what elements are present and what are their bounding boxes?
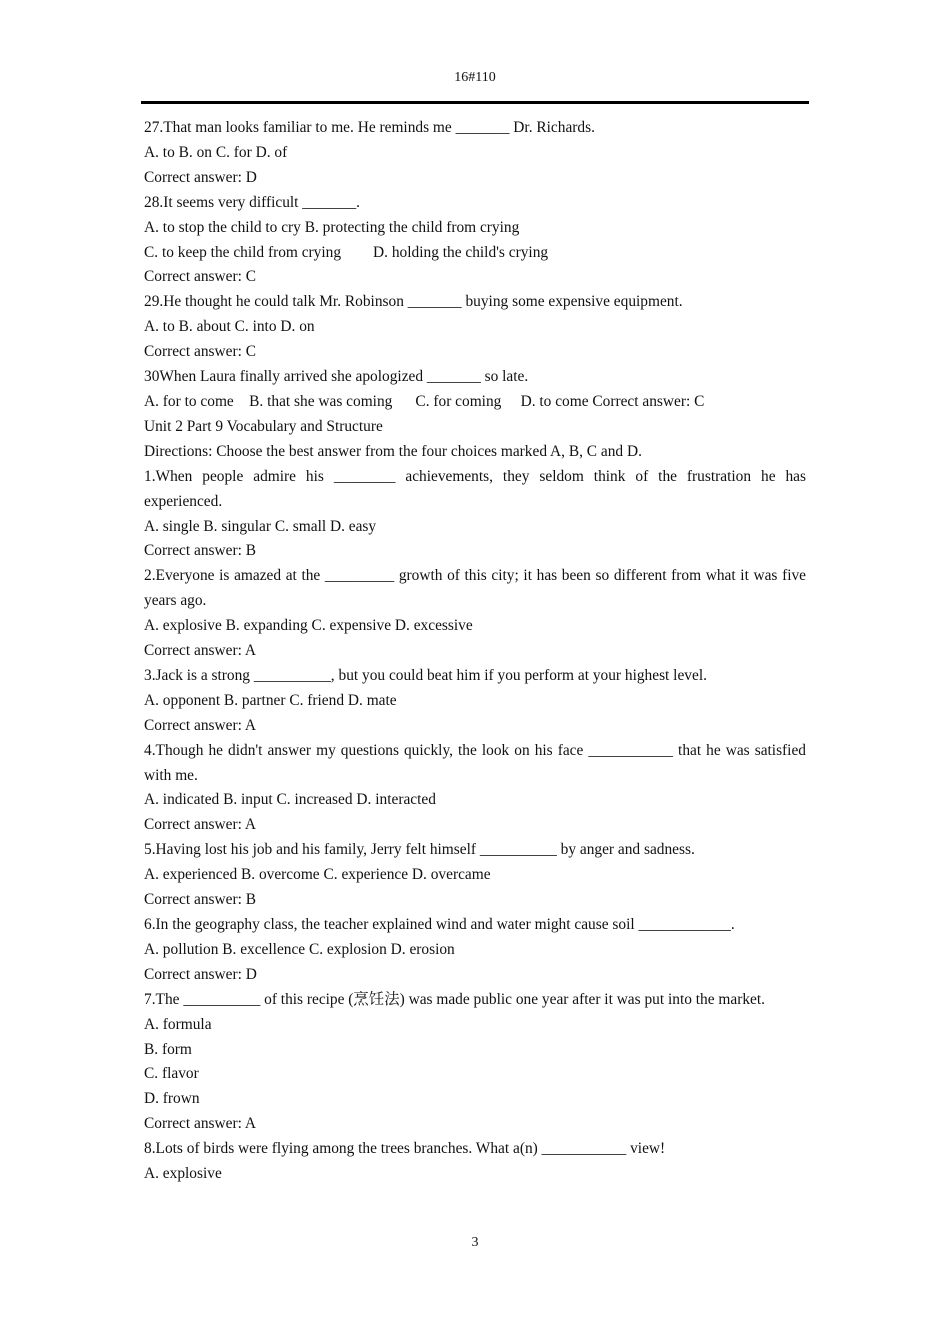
question-28-option-d: D. holding the child's crying	[373, 243, 549, 261]
question-27: 27.That man looks familiar to me. He reminds me _______ Dr. Richards.	[144, 119, 595, 136]
question-5-options: A. experienced B. overcome C. experience D. overcame	[144, 866, 491, 884]
question-7: 7.The __________ of this recipe (烹饪法) was made public one year after it was put into the market.	[144, 990, 766, 1008]
section-directions: Directions: Choose the best answer from the four choices marked A, B, C and D.	[144, 442, 642, 460]
question-3: 3.Jack is a strong __________, but you could beat him if you perform at your highest level.	[144, 666, 707, 684]
document-body	[144, 116, 806, 1187]
question-7-option-b: B. form	[144, 1040, 192, 1058]
question-29: 29.He thought he could talk Mr. Robinson _______ buying some expensive equipment.	[144, 293, 683, 311]
header-rule	[141, 101, 809, 104]
question-4-answer: Correct answer: A	[144, 816, 256, 834]
question-27-answer: Correct answer: D	[144, 168, 257, 186]
question-27-options: A. to B. on C. for D. of	[144, 143, 288, 161]
question-3-answer: Correct answer: A	[144, 716, 256, 734]
question-2-options: A. explosive B. expanding C. expensive D. excessive	[144, 617, 473, 635]
question-8-option-a: A. explosive	[144, 1165, 222, 1183]
question-6-answer: Correct answer: D	[144, 965, 257, 983]
question-7-option-a: A. formula	[144, 1015, 212, 1033]
question-2: 2.Everyone is amazed at the _________ growth of this city; it has been so different from what it was five years ago.	[144, 567, 806, 610]
question-7-option-c: C. flavor	[144, 1065, 199, 1083]
question-29-answer: Correct answer: C	[144, 343, 256, 361]
question-6: 6.In the geography class, the teacher explained wind and water might cause soil ____________.	[144, 916, 735, 933]
question-28-options-cd	[144, 241, 806, 266]
question-1-options: A. single B. singular C. small D. easy	[144, 517, 377, 535]
question-4: 4.Though he didn't answer my questions quickly, the look on his face ___________ that he was satisfied with me.	[144, 741, 806, 784]
question-5-answer: Correct answer: B	[144, 891, 256, 909]
question-3-options: A. opponent B. partner C. friend D. mate	[144, 691, 397, 709]
question-28: 28.It seems very difficult _______.	[144, 193, 361, 211]
question-29-options: A. to B. about C. into D. on	[144, 318, 315, 336]
question-28-answer: Correct answer: C	[144, 268, 256, 286]
question-7-answer: Correct answer: A	[144, 1115, 256, 1133]
page-header: 16#110	[454, 70, 496, 85]
question-5: 5.Having lost his job and his family, Jerry felt himself __________ by anger and sadness.	[144, 841, 695, 859]
question-4-options: A. indicated B. input C. increased D. interacted	[144, 791, 436, 809]
question-2-answer: Correct answer: A	[144, 642, 256, 660]
question-28-option-c: C. to keep the child from crying	[144, 243, 342, 261]
question-1-answer: Correct answer: B	[144, 542, 256, 560]
question-1: 1.When people admire his ________ achievements, they seldom think of the frustration he has experienced.	[144, 467, 806, 510]
question-30-options-answer: A. for to come B. that she was coming C. for coming D. to come Correct answer: C	[144, 392, 705, 410]
question-7-option-d: D. frown	[144, 1090, 200, 1108]
question-6-options: A. pollution B. excellence C. explosion D. erosion	[144, 940, 455, 958]
question-28-options-ab: A. to stop the child to cry B. protecting the child from crying	[144, 218, 520, 236]
question-8: 8.Lots of birds were flying among the trees branches. What a(n) ___________ view!	[144, 1140, 666, 1158]
section-title: Unit 2 Part 9 Vocabulary and Structure	[144, 417, 383, 435]
question-30: 30When Laura finally arrived she apologized _______ so late.	[144, 368, 529, 386]
page-number: 3	[471, 1235, 479, 1250]
